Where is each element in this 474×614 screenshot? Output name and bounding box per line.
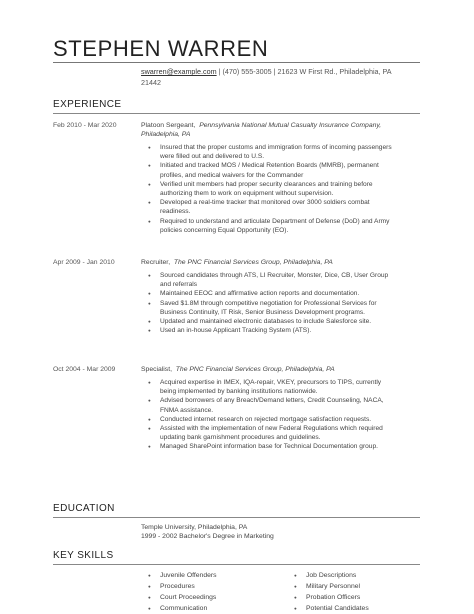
job-bullet-list — [148, 378, 393, 452]
list-item: ● Assisted with the implementation of new Federal Regulations which required updating bank garnishment procedures and guidelines. — [148, 424, 393, 442]
list-item: ● Conducted internet research on rejected mortgage satisfaction requests. — [148, 415, 393, 424]
job-dates: Apr 2009 - Jan 2010 — [53, 259, 115, 266]
list-item: ● Verified unit members had proper security clearances and training before authorizing them to work on equipment without supervision. — [148, 180, 393, 198]
job-location: Philadelphia, PA — [141, 131, 191, 138]
list-item: ● Military Personnel — [294, 581, 369, 592]
job-role: Platoon Sergeant, — [141, 122, 196, 129]
list-item: ● Updated and maintained electronic databases to include Salesforce site. — [148, 317, 393, 326]
list-item: ● Job Descriptions — [294, 570, 369, 581]
list-item: ● Initiated and tracked MOS / Medical Retention Boards (MMRB), permanent profiles, and medical waivers for the Commander — [148, 161, 393, 179]
job-organization: The PNC Financial Services Group, Philadelphia, PA — [173, 259, 333, 266]
contact-zip: 21442 — [141, 77, 161, 87]
job-dates: Feb 2010 - Mar 2020 — [53, 122, 117, 129]
contact-info — [141, 67, 416, 88]
list-item: ● Required to understand and articulate Department of Defense (DoD) and Army policies concerning Equal Opportunity (EO). — [148, 217, 393, 235]
education-heading: EDUCATION — [53, 503, 115, 514]
job-organization: The PNC Financial Services Group, Philadelphia, PA — [175, 366, 335, 373]
list-item: ● Probation Officers — [294, 592, 369, 603]
list-item: ● Sourced candidates through ATS, LI Recruiter, Monster, Dice, CB, User Group and referrals — [148, 271, 393, 289]
experience-divider — [53, 113, 420, 114]
education-degree: 1999 - 2002 Bachelor's Degree in Marketing — [141, 533, 274, 540]
skills-list-left — [148, 570, 217, 614]
skills-heading: KEY SKILLS — [53, 550, 114, 561]
job-title — [141, 258, 426, 267]
list-item: ● Court Proceedings — [148, 592, 217, 603]
list-item: ● Insured that the proper customs and immigration forms of incoming passengers were filled out and delivered to U.S. — [148, 143, 393, 161]
job-dates: Oct 2004 - Mar 2009 — [53, 366, 116, 373]
job-role: Recruiter, — [141, 259, 171, 266]
list-item: ● Acquired expertise in IMEX, IQA-repair, VKEY, precursors to TIPS, currently being implemented by banking institutions nationwide. — [148, 378, 393, 396]
list-item: ● Managed SharePoint information base for Technical Documentation group. — [148, 442, 393, 451]
job-organization: Pennsylvania National Mutual Casualty Insurance Company, — [199, 122, 382, 129]
list-item: ● Potential Candidates — [294, 603, 369, 614]
job-title — [141, 365, 426, 374]
candidate-name: STEPHEN WARREN — [53, 36, 269, 61]
list-item: ● Developed a real-time tracker that monitored over 3000 soldiers combat readiness. — [148, 198, 393, 216]
list-item: ● Procedures — [148, 581, 217, 592]
job-bullet-list — [148, 271, 393, 335]
list-item: ● Used an in-house Applicant Tracking System (ATS). — [148, 326, 393, 335]
job-role: Specialist, — [141, 366, 172, 373]
list-item: ● Communication — [148, 603, 217, 614]
header-divider — [53, 62, 420, 63]
list-item: ● Advised borrowers of any Breach/Demand letters, Credit Counseling, NACA, FNMA assistance. — [148, 396, 393, 414]
skills-list-right — [294, 570, 369, 614]
job-title — [141, 121, 426, 139]
list-item: ● Maintained EEOC and affirmative action reports and documentation. — [148, 289, 393, 298]
contact-details: | (470) 555-3005 | 21623 W First Rd., Philadelphia, PA — [216, 67, 392, 76]
education-divider — [53, 517, 420, 518]
job-bullet-list — [148, 143, 393, 235]
experience-heading: EXPERIENCE — [53, 99, 122, 110]
education-school: Temple University, Philadelphia, PA — [141, 524, 248, 531]
list-item: ● Juvenile Offenders — [148, 570, 217, 581]
email-link[interactable]: swarren@example.com — [141, 67, 217, 76]
list-item: ● Saved $1.8M through competitive negotiation for Professional Services for Business Continuity, IT Risk, Senior Business Development programs. — [148, 299, 393, 317]
skills-divider — [53, 564, 420, 565]
